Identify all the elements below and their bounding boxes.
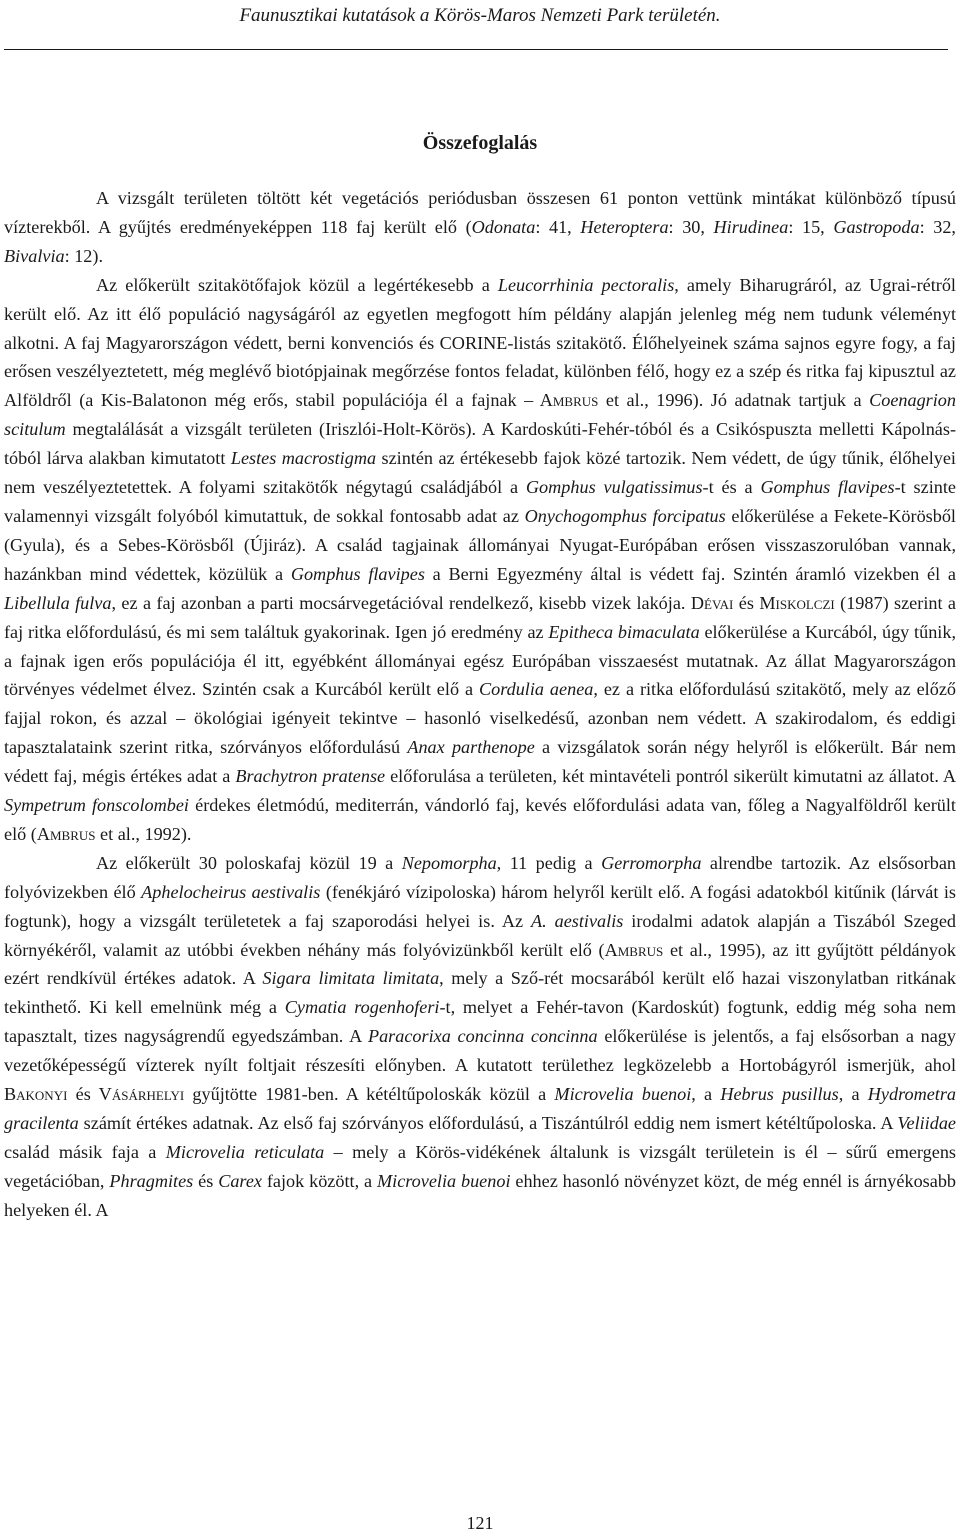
- section-title: Összefoglalás: [422, 132, 538, 154]
- header-rule: [4, 49, 948, 50]
- paragraph: A vizsgált területen töltött két vegetációs periódusban összesen 61 ponton vettünk mintákat különböző típusú vízterekből. A gyűjtés eredményeképpen 118 faj került elő (Odonata: 41, Heteroptera: 30, Hirudinea: 15, Gastropoda: 32, Bivalvia: 12).: [4, 188, 956, 266]
- page-number: 121: [466, 1513, 494, 1533]
- body-text: [4, 184, 956, 1225]
- paragraph: Az előkerült 30 poloskafaj közül 19 a Nepomorpha, 11 pedig a Gerromorpha alrendbe tartozik. Az elsősorban folyóvizekben élő Aphelocheirus aestivalis (fenékjáró vízipoloska) három helyről került elő. A fogási adatokból kitűnik (lárvát is fogtunk), hogy a vizsgált területetek a faj szaporodási helyei is. Az A. aestivalis irodalmi adatok alapján a Tiszából Szeged környékéről, valamit az utóbbi években néhány más folyóvizünkből került elő (Ambrus et al., 1995), az itt gyűjtött példányok ezért rendkívül értékes adatok. A Sigara limitata limitata, mely a Sző-rét mocsarából került elő hazai viszonylatban ritkának tekinthető. Ki kell emelnünk még a Cymatia rogenhoferi-t, melyet a Fehér-tavon (Kardoskút) fogtunk, eddig még soha nem tapasztalt, tizes nagyságrendű egyedszámban. A Paracorixa concinna concinna előkerülése is jelentős, a faj elsősorban a nagy vezetőképességű vízterek nyílt foltjait részesíti előnyben. A kutatott területhez legközelebb a Hortobágyról ismerjük, ahol Bakonyi és Vásárhelyi gyűjtötte 1981-ben. A kétéltűpoloskák közül a Microvelia buenoi, a Hebrus pusillus, a Hydrometra gracilenta számít értékes adatnak. Az első faj szórványos előfordulású, a Tiszántúlról eddig nem ismert kétéltűpoloska. A Veliidae család másik faja a Microvelia reticulata – mely a Körös-vidékének általunk is vizsgált területein is él – sűrű emergens vegetációban, Phragmites és Carex fajok között, a Microvelia buenoi ehhez hasonló növényzet közt, de még ennél is árnyékosabb helyeken él. A: [4, 852, 957, 1220]
- running-header: Faunusztikai kutatások a Körös-Maros Nemzeti Park területén.: [239, 5, 721, 26]
- paragraph: Az előkerült szitakötőfajok közül a legértékesebb a Leucorrhinia pectoralis, amely Biharugráról, az Ugrai-rétről került elő. Az itt élő populáció nagyságáról az egyetlen megfogott hím példány alapján jelenleg még nem tudunk véleményt alkotni. A faj Magyarországon védett, berni konvenciós és CORINE-listás szitakötő. Élőhelyeinek száma sajnos egyre fogy, a faj erősen veszélyeztetett, még meglévő biotópjainak megőrzése fontos feladat, különben félő, hogy ez a szép és ritka faj kipusztul az Alföldről (a Kis-Balatonon még erős, stabil populációja él a fajnak – Ambrus et al., 1996). Jó adatnak tartjuk a Coenagrion scitulum megtalálását a vizsgált területen (Iriszlói-Holt-Körös). A Kardoskúti-Fehér-tóból és a Csikóspuszta melletti Kápolnás-tóból lárva alakban kimutatott Lestes macrostigma szintén az értékesebb fajok közé tartozik. Nem védett, de úgy tűnik, élőhelyei nem veszélyeztetettek. A folyami szitakötők négytagú családjából a Gomphus vulgatissimus-t és a Gomphus flavipes-t szinte valamennyi vizsgált folyóból kimutattuk, de sokkal fontosabb adat az Onychogomphus forcipatus előkerülése a Fekete-Körösből (Gyula), és a Sebes-Körösből (Újiráz). A család tagjainak állományai Nyugat-Európában erősen visszaszorulóban vannak, hazánkban mind védettek, közülük a Gomphus flavipes a Berni Egyezmény által is védett faj. Szintén áramló vizekben él a Libellula fulva, ez a faj azonban a parti mocsárvegetációval rendelkező, kisebb vizek lakója. Dévai és Miskolczi (1987) szerint a faj ritka előfordulású, és mi sem találtuk gyakorinak. Igen jó eredmény az Epitheca bimaculata előkerülése a Kurcából, úgy tűnik, a fajnak igen erős populációja él itt, egyébként állományai egész Európában visszaesést mutatnak. Az állat Magyarországon törvényes védelmet élvez. Szintén csak a Kurcából került elő a Cordulia aenea, ez a ritka előfordulású szitakötő, mely az előző fajjal rokon, és azzal – ökológiai igényeit tekintve – hasonló viselkedésű, azonban nem védett. A szakirodalom, és eddigi tapasztalataink szerint ritka, szórványos előfordulású Anax parthenope a vizsgálatok során négy helyről is előkerült. Bár nem védett faj, mégis értékes adat a Brachytron pratense előforulása a területen, két mintavételi pontról sikerült kimutatni az állatot. A Sympetrum fonscolombei érdekes életmódú, mediterrán, vándorló faj, kevés előfordulási adata van, főleg a Nagyalföldről került elő (Ambrus et al., 1992).: [4, 274, 957, 844]
